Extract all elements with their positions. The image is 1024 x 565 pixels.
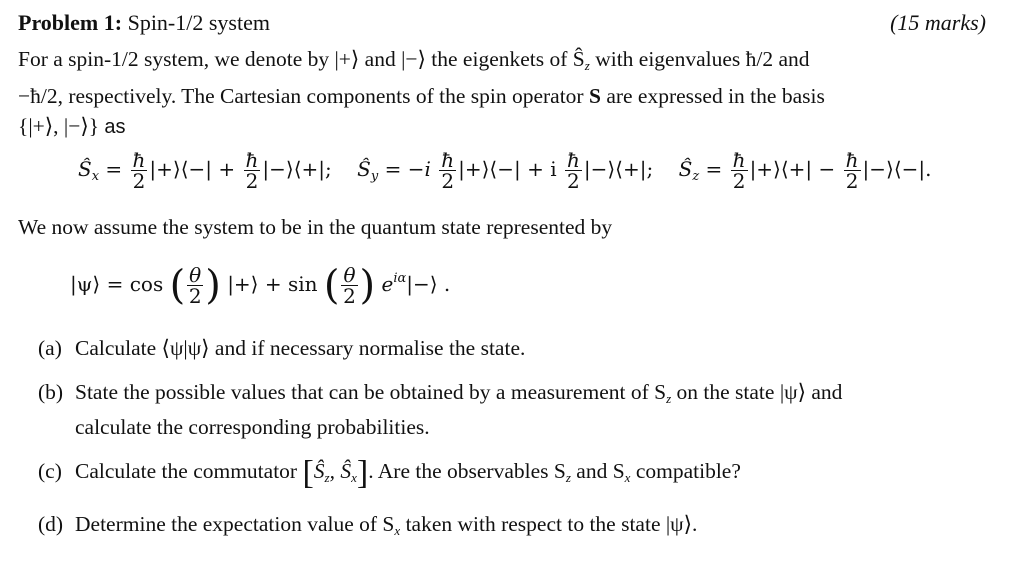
intro-paragraph <box>18 44 986 142</box>
state-equation: |ψ⟩ = cos ( $\frac{\theta}{2}$ ) |+⟩ + sin ( $\frac{\theta}{2}$ ) $e^{i\alpha}|-⟩$ . <box>70 262 451 309</box>
intro-line-3: {|+⟩, |−⟩} as <box>18 114 126 138</box>
intro-line-1: For a spin-1/2 system, we denote by |+⟩ and |−⟩ the eigenkets of $Ŝ_z$ with eigenvalues ħ/2 and <box>18 47 810 73</box>
state-intro: We now assume the system to be in the quantum state represented by <box>18 215 613 239</box>
marks-label: (15 marks) <box>890 10 986 35</box>
problem-title: Spin-1/2 system <box>127 10 270 35</box>
sy-equation: $Ŝ_y = -i$ $\frac{ħ}{2}$ |+⟩⟨−| + i $\frac{ħ}{2}$ |−⟩⟨+|; <box>357 148 654 193</box>
problem-header <box>18 8 986 38</box>
problem-label: Problem 1: <box>18 10 123 35</box>
sz-equation: $Ŝ_z$ = $\frac{ħ}{2}$ |+⟩⟨+| − $\frac{ħ}{2}$ |−⟩⟨−|. <box>678 148 932 193</box>
intro-line-2: −ħ/2, respectively. The Cartesian components of the spin operator S are expressed in the basis <box>18 84 825 108</box>
sx-equation: $Ŝ_x$ = $\frac{ħ}{2}$ |+⟩⟨−| + $\frac{ħ}{2}$ |−⟩⟨+|; <box>78 148 332 193</box>
spin-operator-equations <box>78 150 932 191</box>
